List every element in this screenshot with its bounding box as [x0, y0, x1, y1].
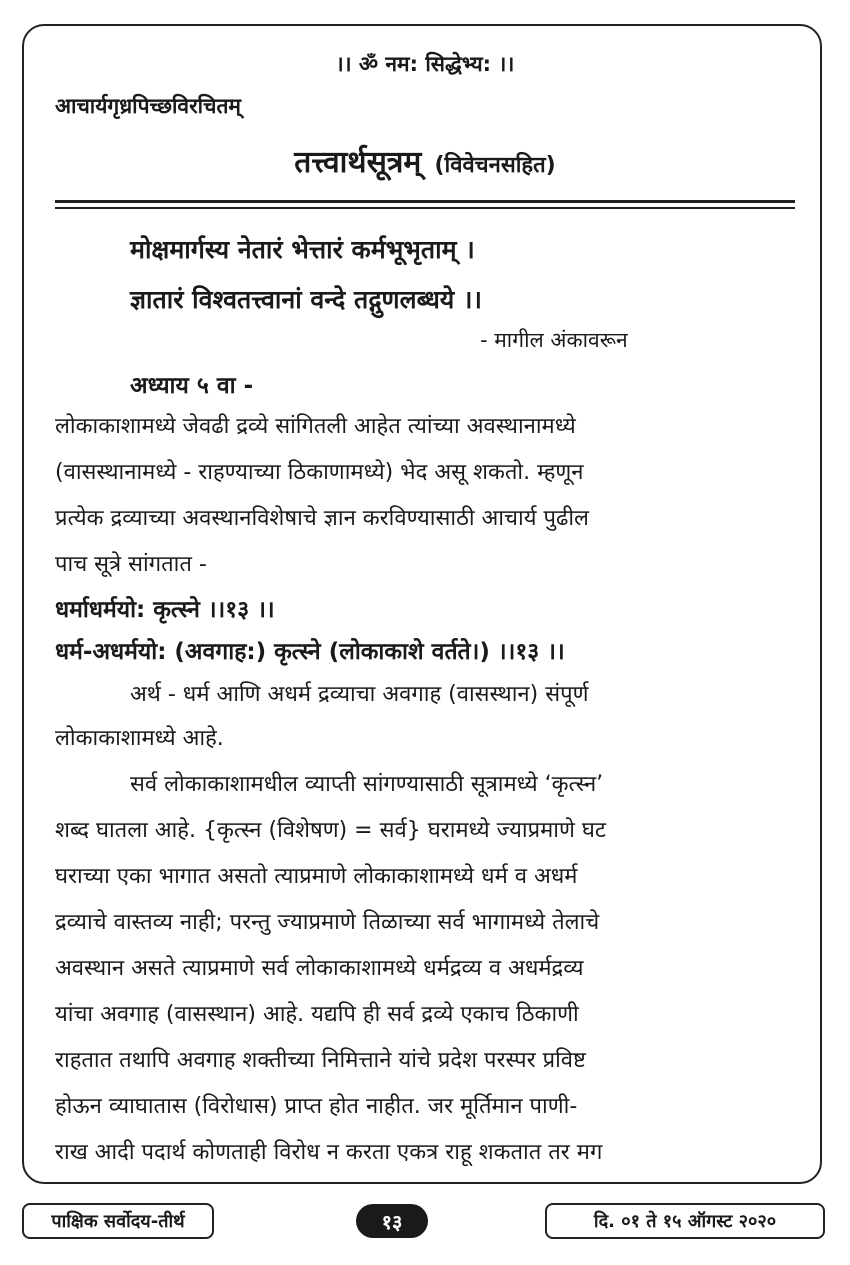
chapter-heading: अध्याय ५ वा - — [130, 373, 254, 399]
paragraph-line: राख आदी पदार्थ कोणताही विरोध न करता एकत्र राहू शकतात तर मग — [55, 1140, 603, 1165]
paragraph-line: लोकाकाशामध्ये जेवढी द्रव्ये सांगितली आहेत त्यांच्या अवस्थानामध्ये — [55, 414, 576, 439]
divider-thin — [55, 207, 795, 209]
invocation: ।। ॐ नम: सिद्धेभ्य: ।। — [335, 52, 515, 76]
footer-publication: पाक्षिक सर्वोदय-तीर्थ — [22, 1203, 214, 1239]
author-line: आचार्यगृध्रपिच्छविरचितम् — [55, 94, 241, 118]
verse-line-1: मोक्षमार्गस्य नेतारं भेत्तारं कर्मभूभृताम् । — [130, 235, 475, 264]
page-title: तत्त्वार्थसूत्रम् — [294, 145, 422, 180]
paragraph-line: शब्द घातला आहे. {कृत्स्न (विशेषण) = सर्व} घरामध्ये ज्याप्रमाणे घट — [55, 818, 606, 843]
verse-attribution: - मागील अंकावरून — [480, 328, 628, 352]
paragraph-line: प्रत्येक द्रव्याच्या अवस्थानविशेषाचे ज्ञान करविण्यासाठी आचार्य पुढील — [55, 506, 589, 531]
footer-date: दि. ०१ ते १५ ऑगस्ट २०२० — [545, 1203, 825, 1239]
paragraph-line: (वासस्थानामध्ये - राहण्याच्या ठिकाणामध्ये) भेद असू शकतो. म्हणून — [55, 460, 584, 485]
sutra-original: धर्माधर्मयो: कृत्स्ने ।।१३ ।। — [55, 597, 275, 623]
paragraph-line: अवस्थान असते त्याप्रमाणे सर्व लोकाकाशामध्ये धर्मद्रव्य व अधर्मद्रव्य — [55, 956, 584, 981]
paragraph-line: राहतात तथापि अवगाह शक्तीच्या निमित्ताने यांचे प्रदेश परस्पर प्रविष्ट — [55, 1048, 586, 1073]
meaning-line: लोकाकाशामध्ये आहे. — [55, 726, 224, 751]
paragraph-line: पाच सूत्रे सांगतात - — [55, 552, 207, 577]
page-number: १३ — [356, 1204, 428, 1238]
meaning-line: अर्थ - धर्म आणि अधर्म द्रव्याचा अवगाह (वासस्थान) संपूर्ण — [130, 682, 589, 707]
page-subtitle: (विवेचनसहित) — [434, 153, 556, 178]
paragraph-line: होऊन व्याघातास (विरोधास) प्राप्त होत नाहीत. जर मूर्तिमान पाणी- — [55, 1094, 578, 1119]
paragraph-line: द्रव्याचे वास्तव्य नाही; परन्तु ज्याप्रमाणे तिळाच्या सर्व भागामध्ये तेलाचे — [55, 910, 600, 935]
verse-line-2: ज्ञातारं विश्वतत्त्वानां वन्दे तद्गुणलब्धये ।। — [130, 285, 482, 314]
sutra-expanded: धर्म-अधर्मयो: (अवगाह:) कृत्स्ने (लोकाकाशे वर्तते।) ।।१३ ।। — [55, 639, 565, 665]
paragraph-line: सर्व लोकाकाशामधील व्याप्ती सांगण्यासाठी सूत्रामध्ये ‘कृत्स्न’ — [130, 772, 604, 797]
title-row — [0, 140, 850, 181]
paragraph-line: घराच्या एका भागात असतो त्याप्रमाणे लोकाकाशामध्ये धर्म व अधर्म — [55, 864, 578, 889]
divider-thick — [55, 200, 795, 203]
paragraph-line: यांचा अवगाह (वासस्थान) आहे. यद्यपि ही सर्व द्रव्ये एकाच ठिकाणी — [55, 1002, 579, 1027]
